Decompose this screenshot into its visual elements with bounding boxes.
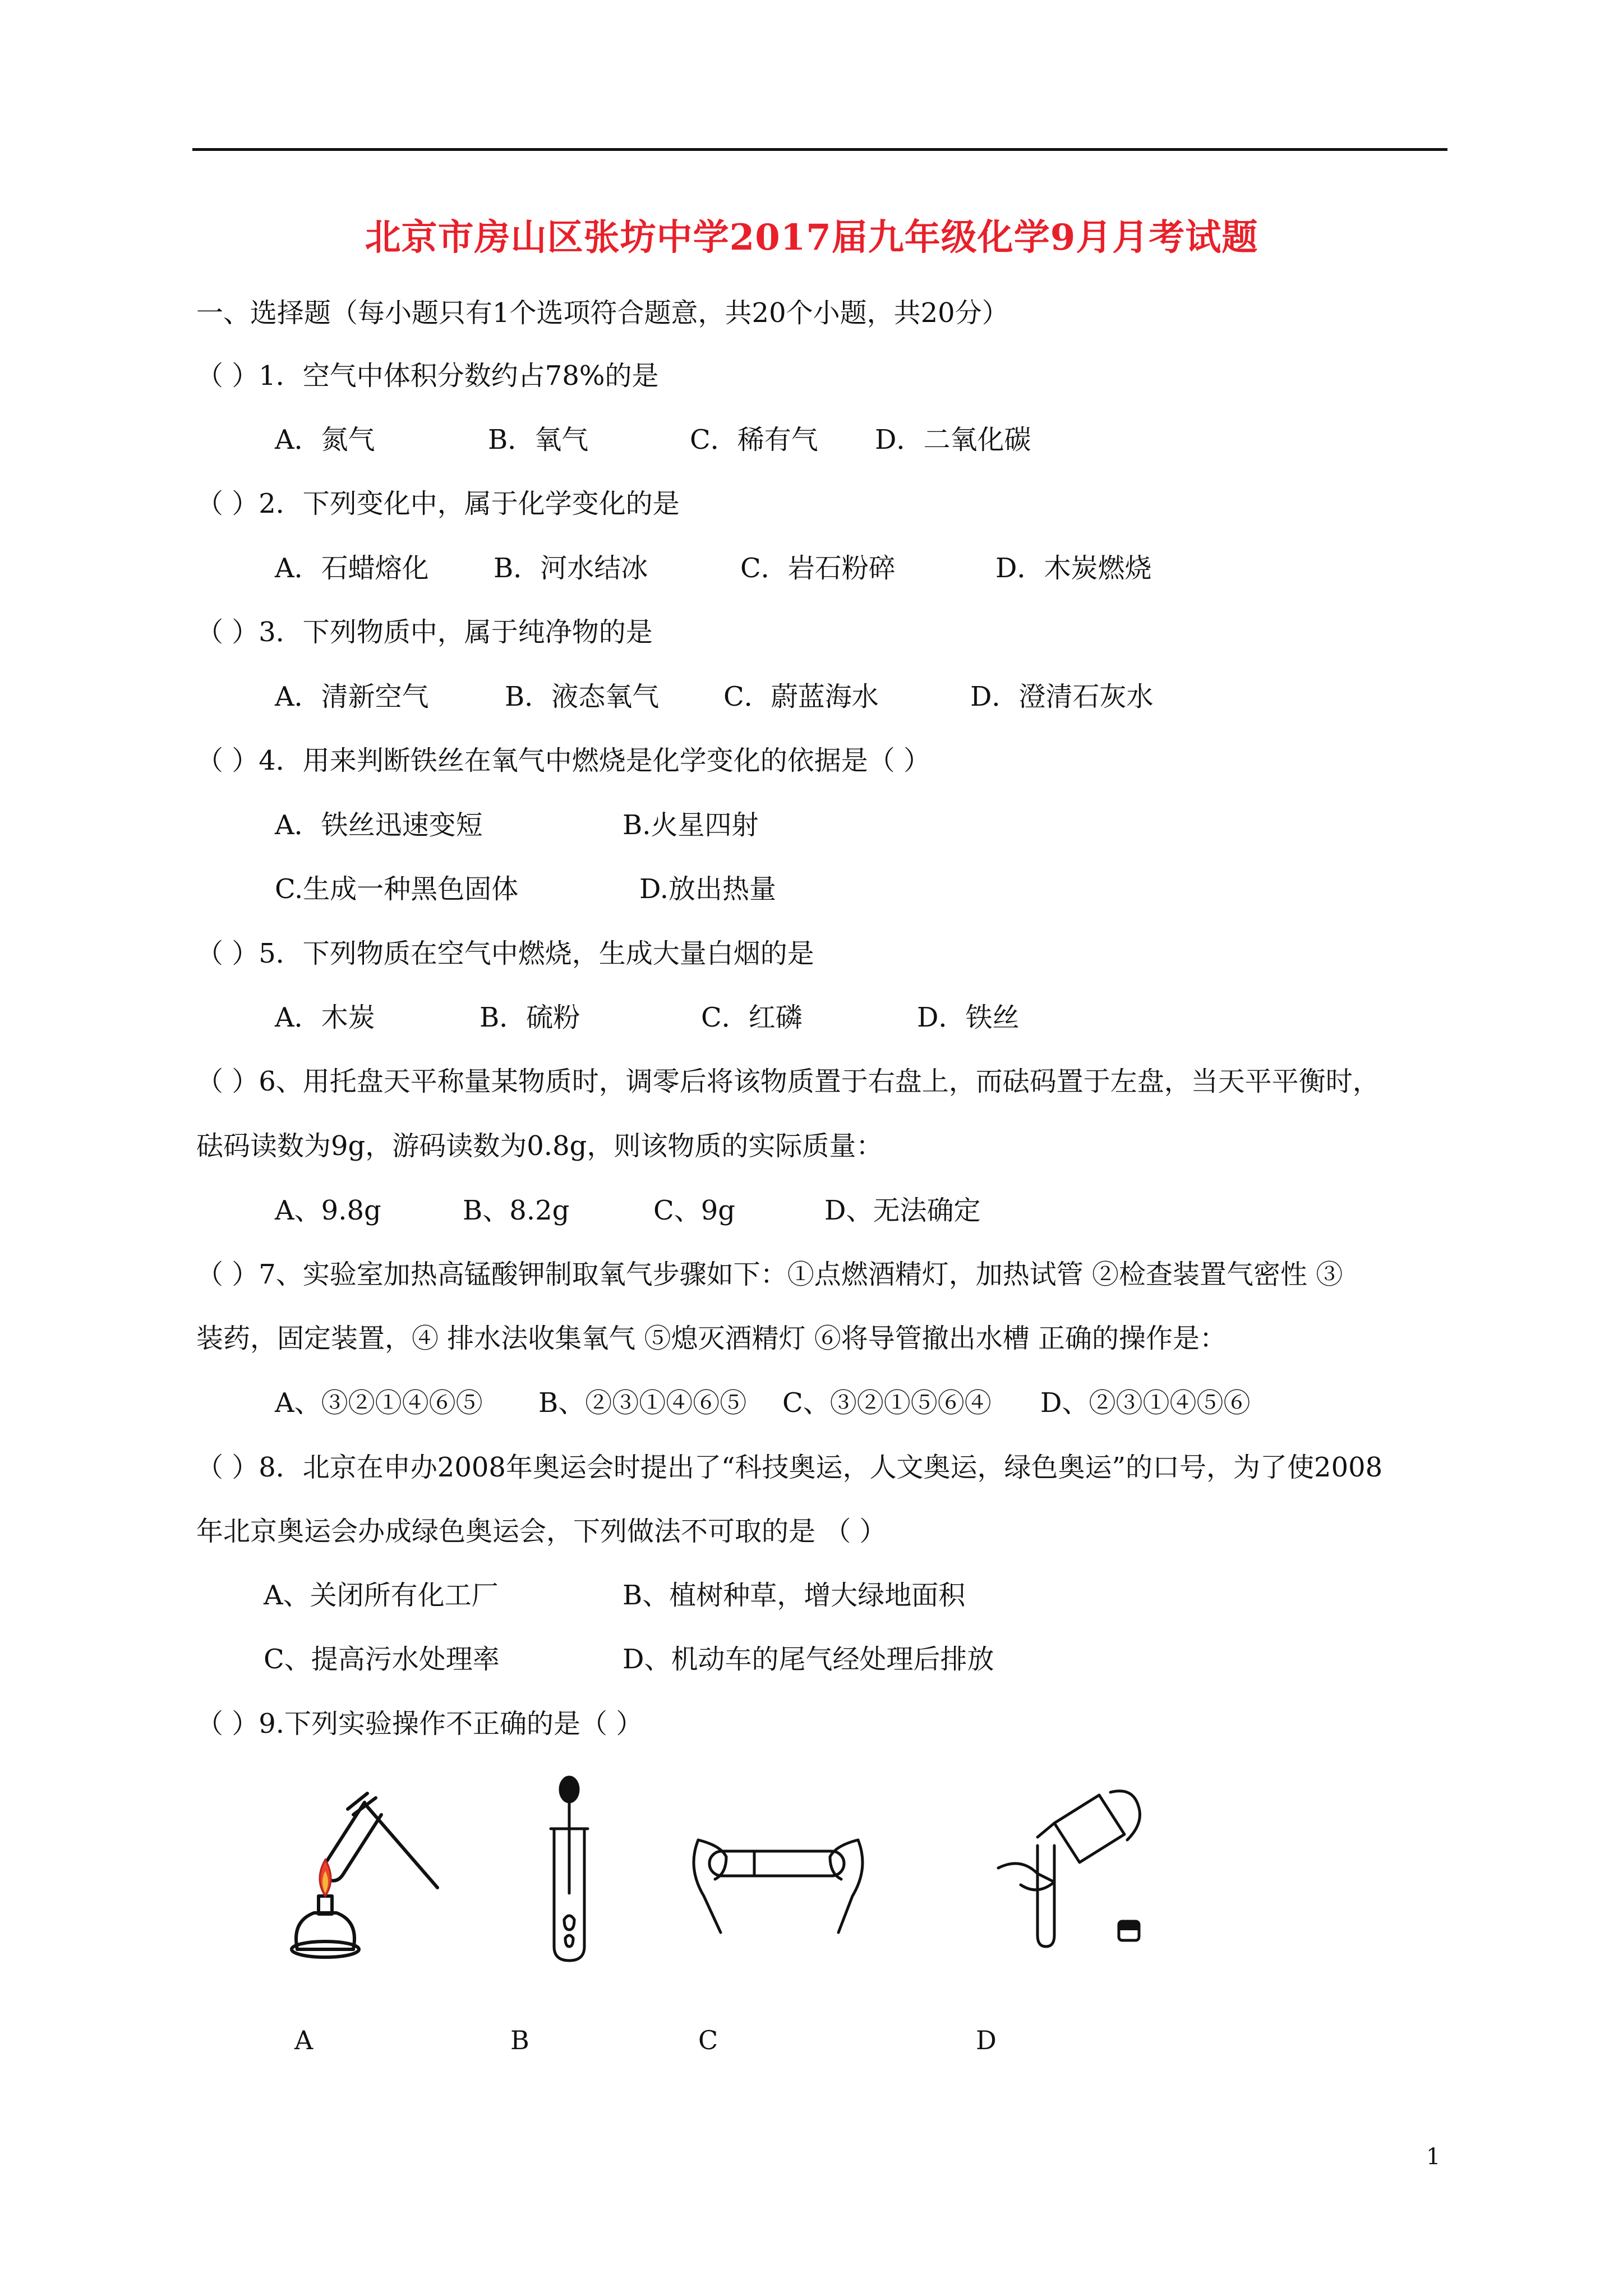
figure-d-pouring-liquid [987,1784,1155,1952]
question-4-stem: （ ）4．用来判断铁丝在氧气中燃烧是化学变化的依据是（ ） [196,745,931,776]
q4-option-b: B.火星四射 [623,809,759,841]
q2-option-d: D．木炭燃烧 [995,553,1152,584]
q4-option-a: A．铁丝迅速变短 [275,809,483,841]
q3-option-a: A．清新空气 [275,681,429,712]
q8-option-b: B、植树种草，增大绿地面积 [623,1580,966,1611]
q5-option-d: D．铁丝 [917,1002,1020,1033]
q8-option-d: D、机动车的尾气经处理后排放 [623,1644,994,1675]
q7-option-a: A、③②①④⑥⑤ [275,1387,483,1419]
question-8-stem-cont: 年北京奥运会办成绿色奥运会，下列做法不可取的是 （ ） [196,1516,887,1547]
q5-option-c: C．红磷 [701,1002,803,1033]
figure-label-b: B [510,2025,529,2055]
q3-option-c: C．蔚蓝海水 [723,681,879,712]
figure-label-a: A [294,2025,313,2055]
q7-option-d: D、②③①④⑤⑥ [1040,1387,1251,1419]
question-8-stem: （ ）8．北京在申办2008年奥运会时提出了“科技奥运，人文奥运，绿色奥运”的口号，为了使2008 [196,1452,1383,1483]
q5-option-b: B．硫粉 [479,1002,580,1033]
header-rule [192,148,1447,151]
question-2-stem: （ ）2．下列变化中，属于化学变化的是 [196,488,680,519]
question-7-stem: （ ）7、实验室加热高锰酸钾制取氧气步骤如下：①点燃酒精灯，加热试管 ②检查装置气密性 ③ [196,1259,1343,1290]
q4-option-c: C.生成一种黑色固体 [275,873,519,905]
q2-option-c: C．岩石粉碎 [740,553,896,584]
q6-option-d: D、无法确定 [824,1195,981,1226]
q6-option-c: C、9g [653,1195,735,1226]
question-6-stem: （ ）6、用托盘天平称量某物质时，调零后将该物质置于右盘上，而砝码置于左盘，当天平平衡时， [196,1066,1380,1097]
q5-option-a: A．木炭 [275,1002,375,1033]
q1-option-d: D．二氧化碳 [875,424,1031,455]
question-6-stem-cont: 砝码读数为9g，游码读数为0.8g，则该物质的实际质量： [196,1130,883,1162]
q4-option-d: D.放出热量 [639,873,777,905]
question-5-stem: （ ）5．下列物质在空气中燃烧，生成大量白烟的是 [196,938,814,969]
q2-option-a: A．石蜡熔化 [275,553,429,584]
q8-option-a: A、关闭所有化工厂 [264,1580,499,1611]
q7-option-c: C、③②①⑤⑥④ [782,1387,992,1419]
q6-option-a: A、9.8g [275,1195,381,1226]
figure-label-d: D [976,2025,997,2055]
question-7-stem-cont: 装药，固定装置，④ 排水法收集氧气 ⑤熄灭酒精灯 ⑥将导管撤出水槽 正确的操作是： [196,1323,1227,1354]
figure-a-heating-test-tube [269,1781,449,1966]
figure-label-c: C [698,2025,718,2055]
q1-option-c: C．稀有气 [690,424,818,455]
q3-option-d: D．澄清石灰水 [970,681,1154,712]
q7-option-b: B、②③①④⑥⑤ [538,1387,747,1419]
q6-option-b: B、8.2g [463,1195,570,1226]
page-title: 北京市房山区张坊中学2017届九年级化学9月月考试题 [365,217,1258,259]
q3-option-b: B．液态氧气 [505,681,660,712]
q2-option-b: B．河水结冰 [494,553,648,584]
page-number: 1 [1426,2144,1441,2170]
figure-c-hands-holding-test-tube [687,1823,872,1935]
section-heading: 一、选择题（每小题只有1个选项符合题意，共20个小题，共20分） [196,297,1009,329]
figure-b-dropper-in-test-tube [538,1773,600,1963]
question-1-stem: （ ）1．空气中体积分数约占78%的是 [196,360,659,392]
q1-option-b: B．氧气 [488,424,589,455]
q8-option-c: C、提高污水处理率 [264,1644,500,1675]
question-9-stem: （ ）9.下列实验操作不正确的是（ ） [196,1708,643,1740]
q1-option-a: A．氮气 [275,424,375,455]
question-3-stem: （ ）3．下列物质中，属于纯净物的是 [196,616,653,648]
